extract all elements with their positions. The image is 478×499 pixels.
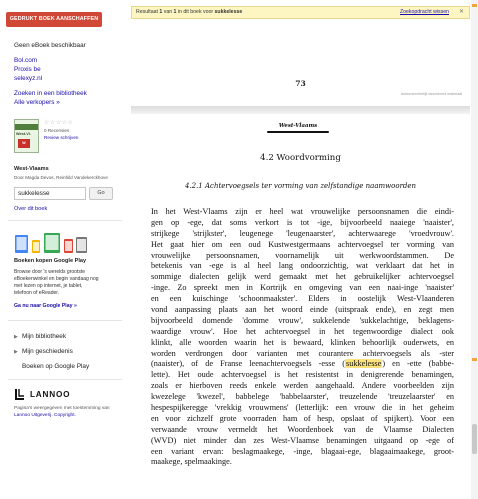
text-line: worden verdrongen door varianten met courantere achtervoegsels als -ster bbox=[151, 348, 454, 358]
write-review-link[interactable]: Review schrijven bbox=[44, 135, 79, 140]
search-go-button[interactable]: Go bbox=[89, 187, 113, 200]
running-head bbox=[259, 123, 337, 135]
text-line: betekenis van -ege is al heel lang ondoorzichtig, wat verklaart dat het in bbox=[151, 261, 454, 271]
text-line: een variant ervan: beslagmaakege, -inge, blagaai-ege, blagaaimaakege, groot- bbox=[151, 446, 454, 456]
subsection-title: 4.2.1 Achtervoegsels ter vorming van zelfstandige naamwoorden bbox=[184, 182, 417, 190]
permission-text: Pagina's weergegeven met toestemming van bbox=[14, 406, 110, 411]
reviews-count: 0 Recensies bbox=[44, 128, 70, 133]
text-line: In het West-Vlaams zijn er heel wat vrouwelijke persoonsnamen die eindi- bbox=[151, 207, 454, 216]
search-highlight: sukkelesse bbox=[346, 359, 382, 369]
sidebar bbox=[0, 0, 130, 499]
search-in-book-input[interactable] bbox=[14, 187, 86, 200]
text-line: hespespijkeregge 'vrekkig vrouwmens' (letterlijk: een vrouw die in het geheim bbox=[151, 403, 454, 413]
text-line: maakege, spelmaakinge. bbox=[151, 457, 232, 467]
close-icon[interactable]: ✕ bbox=[458, 9, 464, 15]
play-text-line: eBoekenwinkel en begin vandaag nog bbox=[14, 276, 99, 282]
text-line: vrouwelijke persoonsnamen, voornamelijk uit werkwoordstammen. De bbox=[151, 250, 454, 260]
rating-stars-icon: ☆☆☆☆☆ bbox=[44, 120, 74, 126]
text-line: (naaister), of de Franse leenachtervoegsels -esse (sukkelesse) en -ette (babbe- bbox=[151, 359, 454, 369]
seller-link-selexyz[interactable]: selexyz.nl bbox=[14, 75, 43, 82]
text-line: (WVD) niet minder dan zes West-Vlaamse benamingen uitgaand op -ege of bbox=[151, 435, 454, 445]
text-line: zoals er hierboven reeds enkele werden aangehaald. Andere voorbeelden zijn bbox=[151, 381, 454, 391]
result-current: 1 bbox=[159, 9, 163, 15]
text-line: sommige dialecten gelijk werd gemaakt met het gebruikelijker achtervoegsel bbox=[151, 272, 454, 282]
library-search-link[interactable]: Zoeken in een bibliotheek bbox=[14, 90, 87, 97]
page-number: 73 bbox=[295, 79, 306, 88]
devices-icon bbox=[14, 231, 88, 255]
buy-print-book-button[interactable]: GEDRUKT BOEK AANSCHAFFEN bbox=[6, 12, 102, 27]
page-divider bbox=[131, 106, 470, 114]
result-marker[interactable] bbox=[472, 358, 477, 361]
book-page-viewer[interactable] bbox=[131, 20, 470, 499]
text-line: en voor zichzelf grote voorraden ham of hesp, opslaat of spijkert). Voor een bbox=[151, 413, 454, 423]
play-text-line: Browse door 's werelds grootste bbox=[14, 269, 85, 275]
play-text-line: met lezen op internet, je tablet, bbox=[14, 283, 83, 289]
divider bbox=[8, 320, 122, 321]
menu-my-library[interactable]: ▶ Mijn bibliotheek bbox=[14, 333, 67, 340]
result-marker[interactable] bbox=[472, 4, 477, 7]
text-line: verwaande vrouw vermeldt het Woordenboek van de Vlaamse Dialecten bbox=[151, 424, 454, 434]
result-query: sukkelesse bbox=[214, 9, 243, 15]
copyright-link[interactable]: Lannoo Uitgeverij. Copyright. bbox=[14, 413, 76, 418]
section-title: 4.2 Woordvorming bbox=[260, 153, 341, 163]
text-line: Het gaat hier om een oud Kustwestgermaans achtervoegsel ter vorming van bbox=[151, 239, 454, 249]
menu-play-books[interactable]: Boeken op Google Play bbox=[22, 363, 90, 370]
text-line: en een kuischinge 'schoonmaakster'. Elders in oostelijk West-Vlaanderen bbox=[151, 294, 454, 304]
scrollbar[interactable] bbox=[471, 0, 478, 499]
publisher-logo[interactable]: LANNOO bbox=[14, 387, 70, 401]
about-book-link[interactable]: Over dit boek bbox=[14, 206, 48, 212]
play-heading: Boeken kopen Google Play bbox=[14, 258, 87, 264]
all-sellers-link[interactable]: Alle verkopers » bbox=[14, 99, 60, 106]
divider bbox=[8, 220, 122, 221]
seller-link-bol[interactable]: Bol.com bbox=[14, 57, 38, 64]
book-title: West-Vlaams bbox=[14, 166, 49, 172]
text-line: strijkege 'strijkster', leugenege 'leugenaarster', achterwaarege 'vroedvrouw'. bbox=[151, 228, 454, 238]
text-line: klinkt, alle woorden waarin het is bewaard, klinken behoorlijk ouderwets, en bbox=[151, 337, 454, 347]
seller-link-proxis[interactable]: Proxis be bbox=[14, 66, 41, 73]
chevron-right-icon: ▶ bbox=[14, 349, 18, 355]
page-body-text bbox=[151, 207, 454, 468]
clear-search-link[interactable]: Zoekopdracht wissen bbox=[399, 9, 449, 15]
divider bbox=[8, 379, 122, 380]
text-line: -inge. Zo spreekt men in Kortrijk en omgeving van een naai-inge 'naaister' bbox=[151, 283, 454, 293]
text-line: vond aanpassing plaats aan het woord einde (uitspraak ende), en zegt men bbox=[151, 305, 454, 315]
lannoo-mark-icon bbox=[14, 388, 26, 400]
play-text-line: telefoon of eReader. bbox=[14, 290, 60, 296]
text-line: kwezelege 'kwezel', babbelege 'babbelaarster', treuzelende 'treuzelaarster' en bbox=[151, 392, 454, 402]
running-head-text: West-Vlaams bbox=[278, 123, 318, 129]
copyright-note: Auteursrechtelijk beschermd materiaal bbox=[400, 92, 462, 96]
text-line: waardige vrouw'. Hoe het achtervoegsel in het tegenwoordige dialect ook bbox=[151, 326, 454, 336]
menu-my-history[interactable]: ▶ Mijn geschiedenis bbox=[14, 348, 73, 355]
search-results-bar: Resultaat 1 van 1 in dit boek voor sukkelesse Zoekopdracht wissen ✕ bbox=[131, 6, 470, 19]
google-play-link[interactable]: Ga nu naar Google Play » bbox=[14, 303, 77, 309]
text-line: lette). Het oude achtervoegsel is het resistentst in denigrerende benamingen, bbox=[151, 370, 454, 380]
running-head-rule bbox=[267, 131, 329, 133]
text-line: gen op -ege, dat soms verkort is tot -ige, bijvoorbeeld naaiege 'naaister', bbox=[151, 217, 454, 227]
no-ebook-label: Geen eBoek beschikbaar bbox=[14, 42, 86, 49]
book-cover-thumbnail[interactable]: West-Vl. W bbox=[14, 119, 39, 153]
scrollbar-thumb[interactable] bbox=[472, 424, 477, 454]
chevron-right-icon: ▶ bbox=[14, 334, 18, 340]
result-total: 1 bbox=[173, 9, 177, 15]
book-authors: Door Magda Devos, Reinhild Vandekerckhove bbox=[14, 175, 108, 180]
text-line: bijvoorbeeld domende 'domme vrouw', sukkelende 'sukkelachtige, beklagens- bbox=[151, 315, 454, 325]
